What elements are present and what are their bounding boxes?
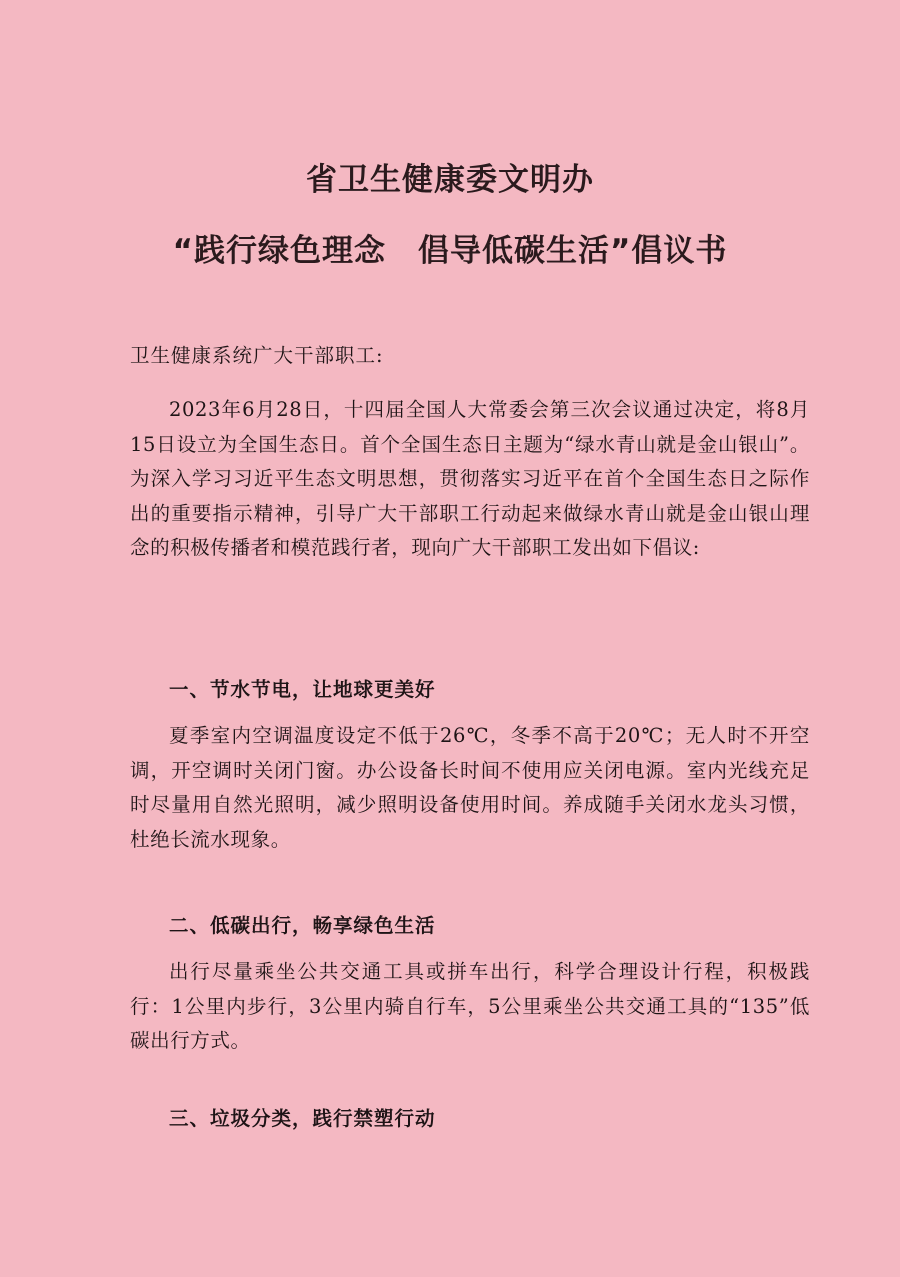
section-heading-3: 三、垃圾分类，践行禁塑行动 [169, 1107, 436, 1130]
section-heading-2: 二、低碳出行，畅享绿色生活 [169, 914, 436, 937]
salutation: 卫生健康系统广大干部职工: [130, 344, 384, 367]
section-heading-1: 一、节水节电，让地球更美好 [169, 678, 436, 701]
section-body-1: 夏季室内空调温度设定不低于26℃，冬季不高于20℃；无人时不开空调，开空调时关闭门窗。办公设备长时间不使用应关闭电源。室内光线充足时尽量用自然光照明，减少照明设备使用时间。养成随手关闭水龙头习惯，杜绝长流水现象。 [130, 724, 810, 851]
section-body-2: 出行尽量乘坐公共交通工具或拼车出行，科学合理设计行程，积极践行：1公里内步行，3公里内骑自行车，5公里乘坐公共交通工具的“135”低碳出行方式。 [130, 960, 810, 1052]
document-title-line-1: 省卫生健康委文明办 [306, 162, 594, 198]
intro-paragraph: 2023年6月28日，十四届全国人大常委会第三次会议通过决定，将8月15日设立为全国生态日。首个全国生态日主题为“绿水青山就是金山银山”。为深入学习习近平生态文明思想，贯彻落实习近平在首个全国生态日之际作出的重要指示精神，引导广大干部职工行动起来做绿水青山就是金山银山理念的积极传播者和模范践行者，现向广大干部职工发出如下倡议: [130, 398, 810, 559]
document-title-line-2: “践行绿色理念 倡导低碳生活”倡议书 [172, 233, 728, 269]
